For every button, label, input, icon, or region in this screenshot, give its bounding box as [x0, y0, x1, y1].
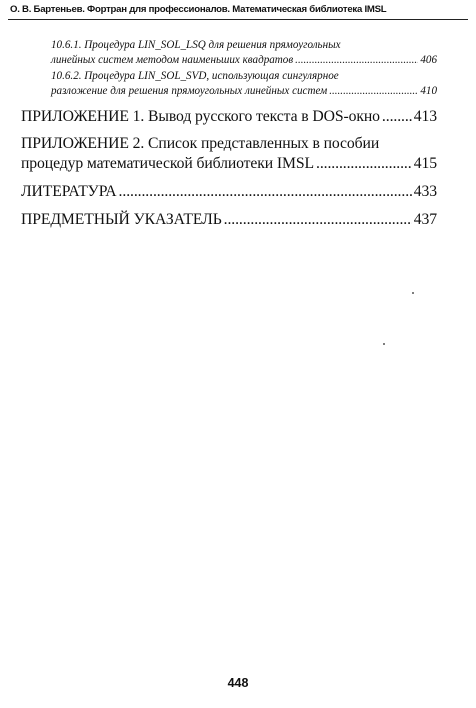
- toc-page-number: 413: [413, 108, 437, 125]
- toc-entry-title-line: ЛИТЕРАТУРА: [21, 183, 117, 200]
- dot-leader: [316, 154, 412, 174]
- scan-speck: [412, 292, 414, 294]
- dot-leader: [295, 53, 418, 68]
- toc-entry-title-line: ПРИЛОЖЕНИЕ 1. Вывод русского текста в DOS-окно: [21, 108, 380, 125]
- toc-entry-appendix-1[interactable]: [21, 107, 437, 127]
- toc-page-number: 437: [413, 211, 437, 228]
- toc-entry-title-line: ПРЕДМЕТНЫЙ УКАЗАТЕЛЬ: [21, 211, 222, 228]
- toc-entry-subject-index[interactable]: [21, 210, 437, 230]
- toc-entry-title-line: разложение для решения прямоугольных линейных систем: [51, 85, 328, 97]
- toc-entry-title-line: 10.6.1. Процедура LIN_SOL_LSQ для решения прямоугольных: [51, 39, 341, 51]
- toc-entry-10-6-1[interactable]: [21, 38, 437, 68]
- page-number: 448: [227, 676, 249, 690]
- table-of-contents: [21, 38, 437, 230]
- running-head: О. В. Бартеньев. Фортран для профессионалов. Математическая библиотека IMSL: [10, 4, 387, 15]
- toc-entry-title-line: процедур математической библиотеки IMSL: [21, 155, 315, 172]
- scan-speck: [383, 343, 385, 345]
- toc-entry-appendix-2[interactable]: [21, 134, 437, 174]
- toc-entry-literature[interactable]: [21, 182, 437, 202]
- header-rule: [8, 19, 468, 20]
- dot-leader: [224, 210, 412, 230]
- toc-entry-title-line: ПРИЛОЖЕНИЕ 2. Список представленных в пособии: [21, 135, 380, 152]
- toc-page-number: 406: [420, 54, 437, 66]
- toc-page-number: 415: [413, 155, 437, 172]
- toc-page-number: 433: [413, 183, 437, 200]
- toc-entry-title-line: линейных систем методом наименьших квадратов: [51, 54, 294, 66]
- toc-entry-title-line: 10.6.2. Процедура LIN_SOL_SVD, использующая сингулярное: [51, 70, 339, 82]
- toc-page-number: 410: [420, 85, 437, 97]
- dot-leader: [119, 182, 412, 202]
- dot-leader: [382, 107, 412, 127]
- toc-entry-10-6-2[interactable]: [21, 69, 437, 99]
- dot-leader: [329, 84, 418, 99]
